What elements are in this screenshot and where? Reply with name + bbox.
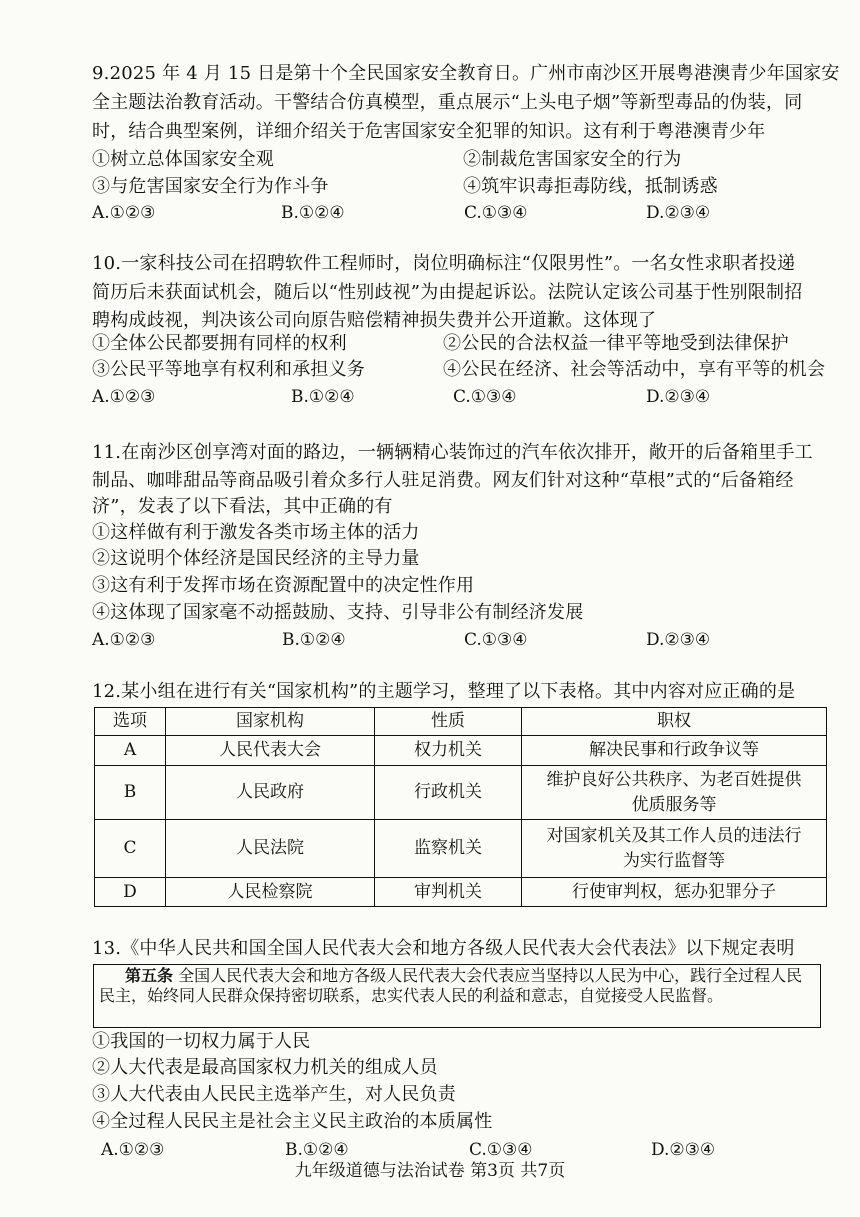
q9-choice-b: B.①②④ (281, 203, 345, 223)
table-cell: D (95, 878, 166, 907)
table-cell: 审判机关 (375, 878, 522, 907)
table-row (95, 736, 827, 766)
table-cell: 维护良好公共秩序、为老百姓提供优质服务等 (522, 766, 827, 820)
table-cell: 监察机关 (375, 820, 522, 878)
q10-item: ④公民在经济、社会等活动中，享有平等的机会 (443, 359, 826, 380)
table-cell: 行政机关 (375, 766, 522, 820)
table-cell: C (95, 820, 166, 878)
q11-choice-a: A.①②③ (92, 630, 156, 650)
q13-choice-a: A.①②③ (101, 1140, 165, 1160)
q13-item: ④全过程人民民主是社会主义民主政治的本质属性 (92, 1111, 493, 1132)
table-row (95, 766, 827, 820)
q11-item: ④这体现了国家毫不动摇鼓励、支持、引导非公有制经济发展 (92, 602, 584, 623)
q10-item: ②公民的合法权益一律平等地受到法律保护 (443, 333, 789, 354)
q13-item: ②人大代表是最高国家权力机关的组成人员 (92, 1057, 438, 1078)
q11-stem-line: 济”，发表了以下看法，其中正确的有 (92, 496, 393, 517)
q9-stem-line: 9.2025 年 4 月 15 日是第十个全民国家安全教育日。广州市南沙区开展粤港澳青少年国家安 (92, 63, 840, 84)
q10-item: ①全体公民都要拥有同样的权利 (92, 333, 347, 354)
q10-stem-line: 聘构成歧视，判决该公司向原告赔偿精神损失费并公开道歉。这体现了 (92, 310, 657, 331)
table-cell: 人民政府 (166, 766, 375, 820)
q9-item: ①树立总体国家安全观 (92, 149, 274, 170)
law-excerpt-box (93, 964, 821, 1028)
law-article-text: 全国人民代表大会和地方各级人民代表大会代表应当坚持以人民为中心，践行全过程人民民主，始终同人民群众保持密切联系，忠实代表人民的利益和意志，自觉接受人民监督。 (99, 966, 803, 1005)
table-cell: B (95, 766, 166, 820)
q9-item: ②制裁危害国家安全的行为 (463, 149, 682, 170)
q13-stem: 13.《中华人民共和国全国人民代表大会和地方各级人民代表大会代表法》以下规定表明 (92, 938, 795, 959)
q10-item: ③公民平等地享有权利和承担义务 (92, 359, 365, 380)
table-cell: A (95, 736, 166, 766)
table-cell: 解决民事和行政争议等 (522, 736, 827, 766)
table-row (95, 820, 827, 878)
table-cell: 人民检察院 (166, 878, 375, 907)
q10-stem-line: 简历后未获面试机会，随后以“性别歧视”为由提起诉讼。法院认定该公司基于性别限制招 (92, 282, 803, 303)
page-footer: 九年级道德与法治试卷 第3页 共7页 (294, 1161, 566, 1181)
table-cell: 人民法院 (166, 820, 375, 878)
q11-choice-b: B.①②④ (282, 630, 346, 650)
q9-choice-a: A.①②③ (92, 203, 156, 223)
table-row (95, 878, 827, 907)
q9-choice-d: D.②③④ (646, 203, 711, 223)
q9-item: ③与危害国家安全行为作斗争 (92, 176, 329, 197)
q11-stem-line: 制品、咖啡甜品等商品吸引着众多行人驻足消费。网友们针对这种“草根”式的“后备箱经 (92, 470, 794, 491)
q12-stem: 12.某小组在进行有关“国家机构”的主题学习，整理了以下表格。其中内容对应正确的是 (92, 681, 796, 702)
q10-stem-line: 10.一家科技公司在招聘软件工程师时，岗位明确标注“仅限男性”。一名女性求职者投递 (92, 253, 796, 274)
table-cell: 人民代表大会 (166, 736, 375, 766)
q9-choice-c: C.①③④ (464, 203, 528, 223)
table-cell: 权力机关 (375, 736, 522, 766)
table-cell: 对国家机关及其工作人员的违法行为实行监督等 (522, 820, 827, 878)
table-header-cell: 职权 (522, 708, 827, 736)
q9-item: ④筑牢识毒拒毒防线，抵制诱惑 (463, 176, 718, 197)
q11-choice-c: C.①③④ (464, 630, 528, 650)
state-organs-table (94, 707, 827, 907)
table-header-cell: 选项 (95, 708, 166, 736)
table-header-row (95, 708, 827, 736)
q13-item: ①我国的一切权力属于人民 (92, 1031, 311, 1052)
table-header-cell: 性质 (375, 708, 522, 736)
table-cell: 行使审判权，惩办犯罪分子 (522, 878, 827, 907)
q11-stem-line: 11.在南沙区创享湾对面的路边，一辆辆精心装饰过的汽车依次排开，敞开的后备箱里手工 (92, 442, 813, 463)
table-header-cell: 国家机构 (166, 708, 375, 736)
q10-choice-c: C.①③④ (453, 387, 517, 407)
q13-choice-c: C.①③④ (469, 1140, 533, 1160)
q11-item: ②这说明个体经济是国民经济的主导力量 (92, 548, 420, 569)
q11-item: ③这有利于发挥市场在资源配置中的决定性作用 (92, 575, 475, 596)
q11-choice-d: D.②③④ (646, 630, 711, 650)
q9-stem-line: 全主题法治教育活动。干警结合仿真模型，重点展示“上头电子烟”等新型毒品的伪装，同 (92, 92, 803, 113)
q10-choice-a: A.①②③ (92, 387, 156, 407)
q9-stem-line: 时，结合典型案例，详细介绍关于危害国家安全犯罪的知识。这有利于粤港澳青少年 (92, 121, 766, 142)
q13-choice-b: B.①②④ (285, 1140, 349, 1160)
law-article-number: 第五条 (125, 966, 174, 985)
q10-choice-d: D.②③④ (646, 387, 711, 407)
q10-choice-b: B.①②④ (291, 387, 355, 407)
q13-choice-d: D.②③④ (651, 1140, 716, 1160)
q13-item: ③人大代表由人民民主选举产生，对人民负责 (92, 1084, 456, 1105)
q11-item: ①这样做有利于激发各类市场主体的活力 (92, 522, 420, 543)
